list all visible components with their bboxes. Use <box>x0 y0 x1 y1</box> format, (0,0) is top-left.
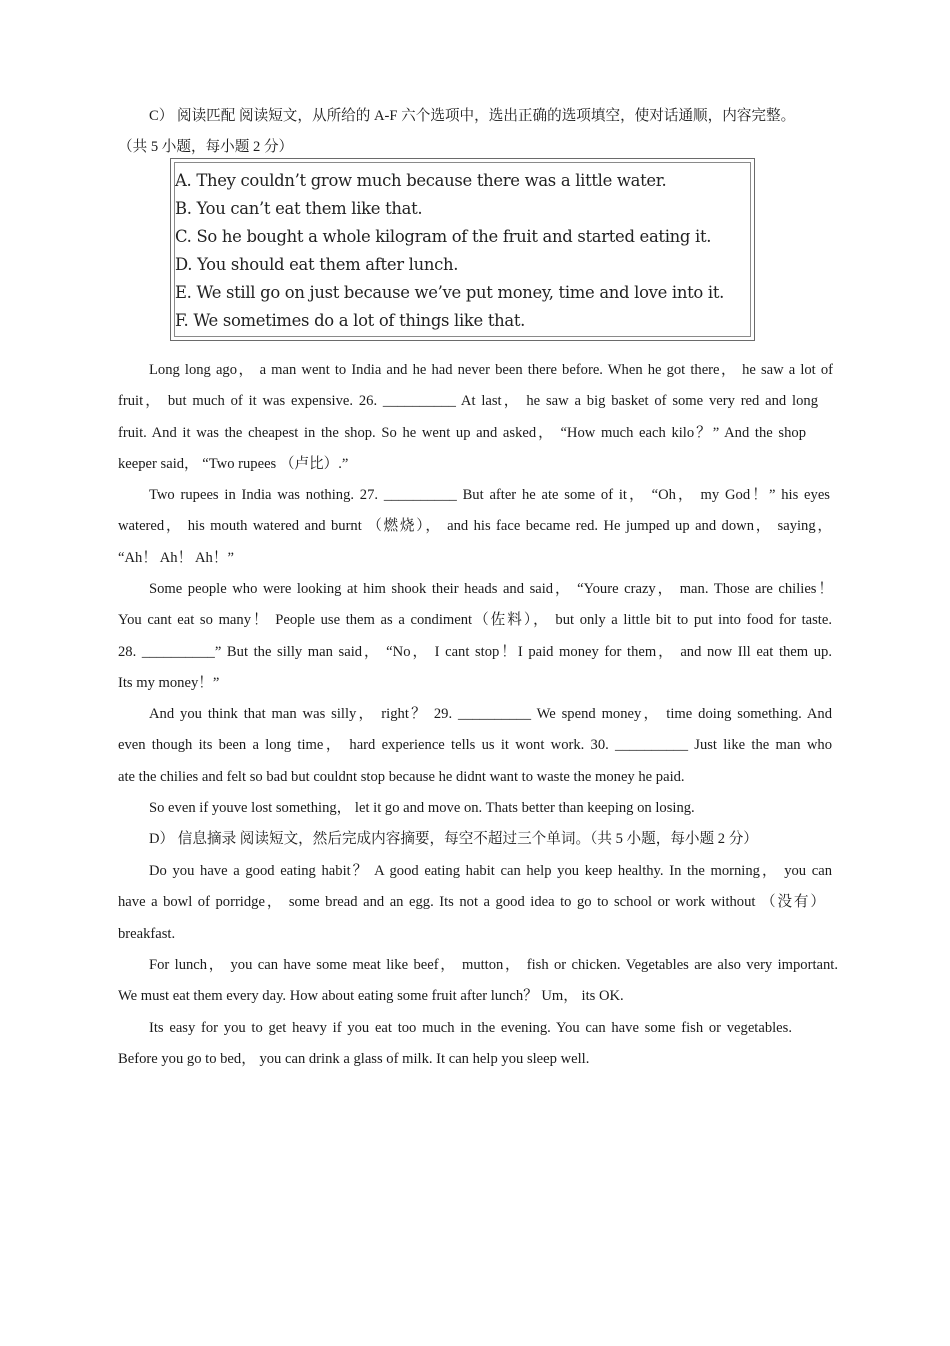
passage-line: Long long ago， a man went to India and he had never been there before. When he got there， he saw a lot of <box>149 362 833 378</box>
passage-line: keeper said， “Two rupees （卢比）.” <box>118 456 349 472</box>
passage-line: Its easy for you to get heavy if you eat too much in the evening. You can have some fish or vegetables. <box>149 1020 792 1036</box>
option-c: C. So he bought a whole kilogram of the fruit and started eating it. <box>175 227 712 246</box>
section-c-heading-note: （共 5 小题，每小题 2 分） <box>118 139 294 155</box>
section-d-heading: D） 信息摘录 阅读短文，然后完成内容摘要，每空不超过三个单词。（共 5 小题，每小题 2 分） <box>149 831 758 847</box>
passage-line: watered， his mouth watered and burnt （燃烧）， and his face became red. He jumped up and down， saying， <box>118 518 832 534</box>
passage-line: So even if youve lost something， let it go and move on. Thats better than keeping on losing. <box>149 800 695 816</box>
passage-line: fruit. And it was the cheapest in the shop. So he went up and asked， “How much each kilo？” And the shop <box>118 425 806 441</box>
passage-line: even though its been a long time， hard experience tells us it wont work. 30. __________ Just like the man who <box>118 737 832 753</box>
passage-line: ate the chilies and felt so bad but couldnt stop because he didnt want to waste the money he paid. <box>118 769 685 785</box>
passage-line: We must eat them every day. How about eating some fruit after lunch？ Um， its OK. <box>118 988 624 1004</box>
option-d: D. You should eat them after lunch. <box>175 255 459 274</box>
option-f: F. We sometimes do a lot of things like that. <box>175 311 526 330</box>
passage-line: fruit， but much of it was expensive. 26. __________ At last， he saw a big basket of some very red and long <box>118 393 818 409</box>
passage-line: You cant eat so many！ People use them as a condiment（佐料）， but only a little bit to put into food for taste. <box>118 612 832 628</box>
option-a: A. They couldn’t grow much because there was a little water. <box>175 171 667 190</box>
passage-line: “Ah！ Ah！ Ah！” <box>118 550 234 566</box>
section-c-heading: C） 阅读匹配 阅读短文，从所给的 A-F 六个选项中，选出正确的选项填空，使对话通顺，内容完整。 <box>149 108 796 124</box>
passage-line: Its my money！” <box>118 675 220 691</box>
passage-line: Some people who were looking at him shook their heads and said， “Youre crazy， man. Those are chilies！ <box>149 581 833 597</box>
passage-line: Do you have a good eating habit？ A good eating habit can help you keep healthy. In the morning， you can <box>149 863 832 879</box>
passage-line: Before you go to bed， you can drink a glass of milk. It can help you sleep well. <box>118 1051 590 1067</box>
passage-line: 28. __________” But the silly man said， “No， I cant stop！I paid money for them， and now Ill eat them up. <box>118 644 832 660</box>
passage-line: For lunch， you can have some meat like beef， mutton， fish or chicken. Vegetables are also very important. <box>149 957 838 973</box>
passage-line: Two rupees in India was nothing. 27. __________ But after he ate some of it， “Oh， my God！” his eyes <box>149 487 830 503</box>
passage-line: have a bowl of porridge， some bread and an egg. Its not a good idea to go to school or work without （没有） <box>118 894 825 910</box>
passage-line: breakfast. <box>118 926 176 942</box>
option-b: B. You can’t eat them like that. <box>175 199 423 218</box>
passage-line: And you think that man was silly， right？ 29. __________ We spend money， time doing something. And <box>149 706 832 722</box>
option-e: E. We still go on just because we’ve put money, time and love into it. <box>175 283 725 302</box>
